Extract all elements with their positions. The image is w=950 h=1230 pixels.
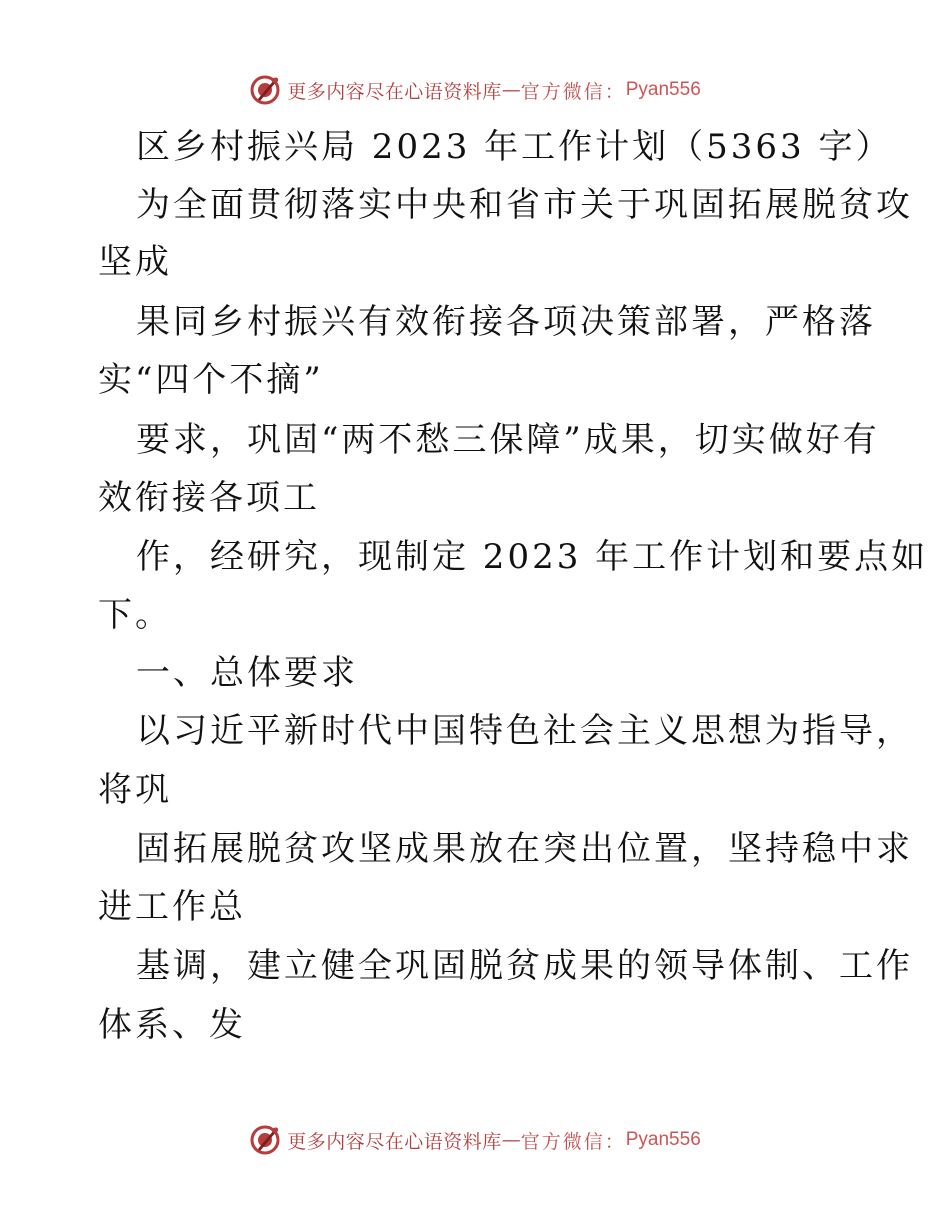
- paragraph-line: 固拓展脱贫攻坚成果放在突出位置，坚持稳中求: [136, 829, 913, 869]
- header-watermark: [0, 70, 950, 110]
- paragraph-line: 基调，建立健全巩固脱贫成果的领导体制、工作: [136, 946, 913, 986]
- watermark-wechat-label: 官方微信：: [520, 1130, 626, 1153]
- watermark-wechat-id: Pyan556: [625, 79, 701, 100]
- paragraph-line: 进工作总: [98, 887, 246, 927]
- paragraph-line: 体系、发: [98, 1005, 246, 1045]
- quill-seal-icon: [249, 74, 281, 106]
- paragraph-line: 效衔接各项工: [98, 478, 320, 518]
- paragraph-line: 以习近平新时代中国特色社会主义思想为指导，: [136, 711, 913, 751]
- paragraph-line: 坚成: [98, 242, 172, 282]
- document-title: 区乡村振兴局 2023 年工作计划（5363 字）: [136, 127, 893, 167]
- watermark-text: 更多内容尽在心语资料库: [287, 1130, 502, 1153]
- paragraph-line: 果同乡村振兴有效衔接各项决策部署，严格落: [136, 302, 876, 342]
- watermark-wechat-label: 官方微信：: [520, 80, 626, 103]
- quill-seal-icon: [249, 1124, 281, 1156]
- paragraph-line: 要求，巩固“两不愁三保障”成果，切实做好有: [136, 420, 880, 460]
- watermark-text: 更多内容尽在心语资料库: [287, 80, 502, 103]
- paragraph-line: 为全面贯彻落实中央和省市关于巩固拓展脱贫攻: [136, 185, 913, 225]
- paragraph-line: 实“四个不摘”: [98, 360, 324, 400]
- paragraph-line: 作，经研究，现制定 2023 年工作计划和要点如: [136, 537, 929, 577]
- footer-watermark: [0, 1120, 950, 1160]
- paragraph-line: 下。: [98, 595, 172, 635]
- section-heading: 一、总体要求: [136, 653, 358, 693]
- watermark-wechat-id: Pyan556: [625, 1129, 701, 1150]
- paragraph-line: 将巩: [98, 770, 172, 810]
- watermark-dash: —: [501, 79, 521, 101]
- watermark-dash: —: [501, 1129, 521, 1151]
